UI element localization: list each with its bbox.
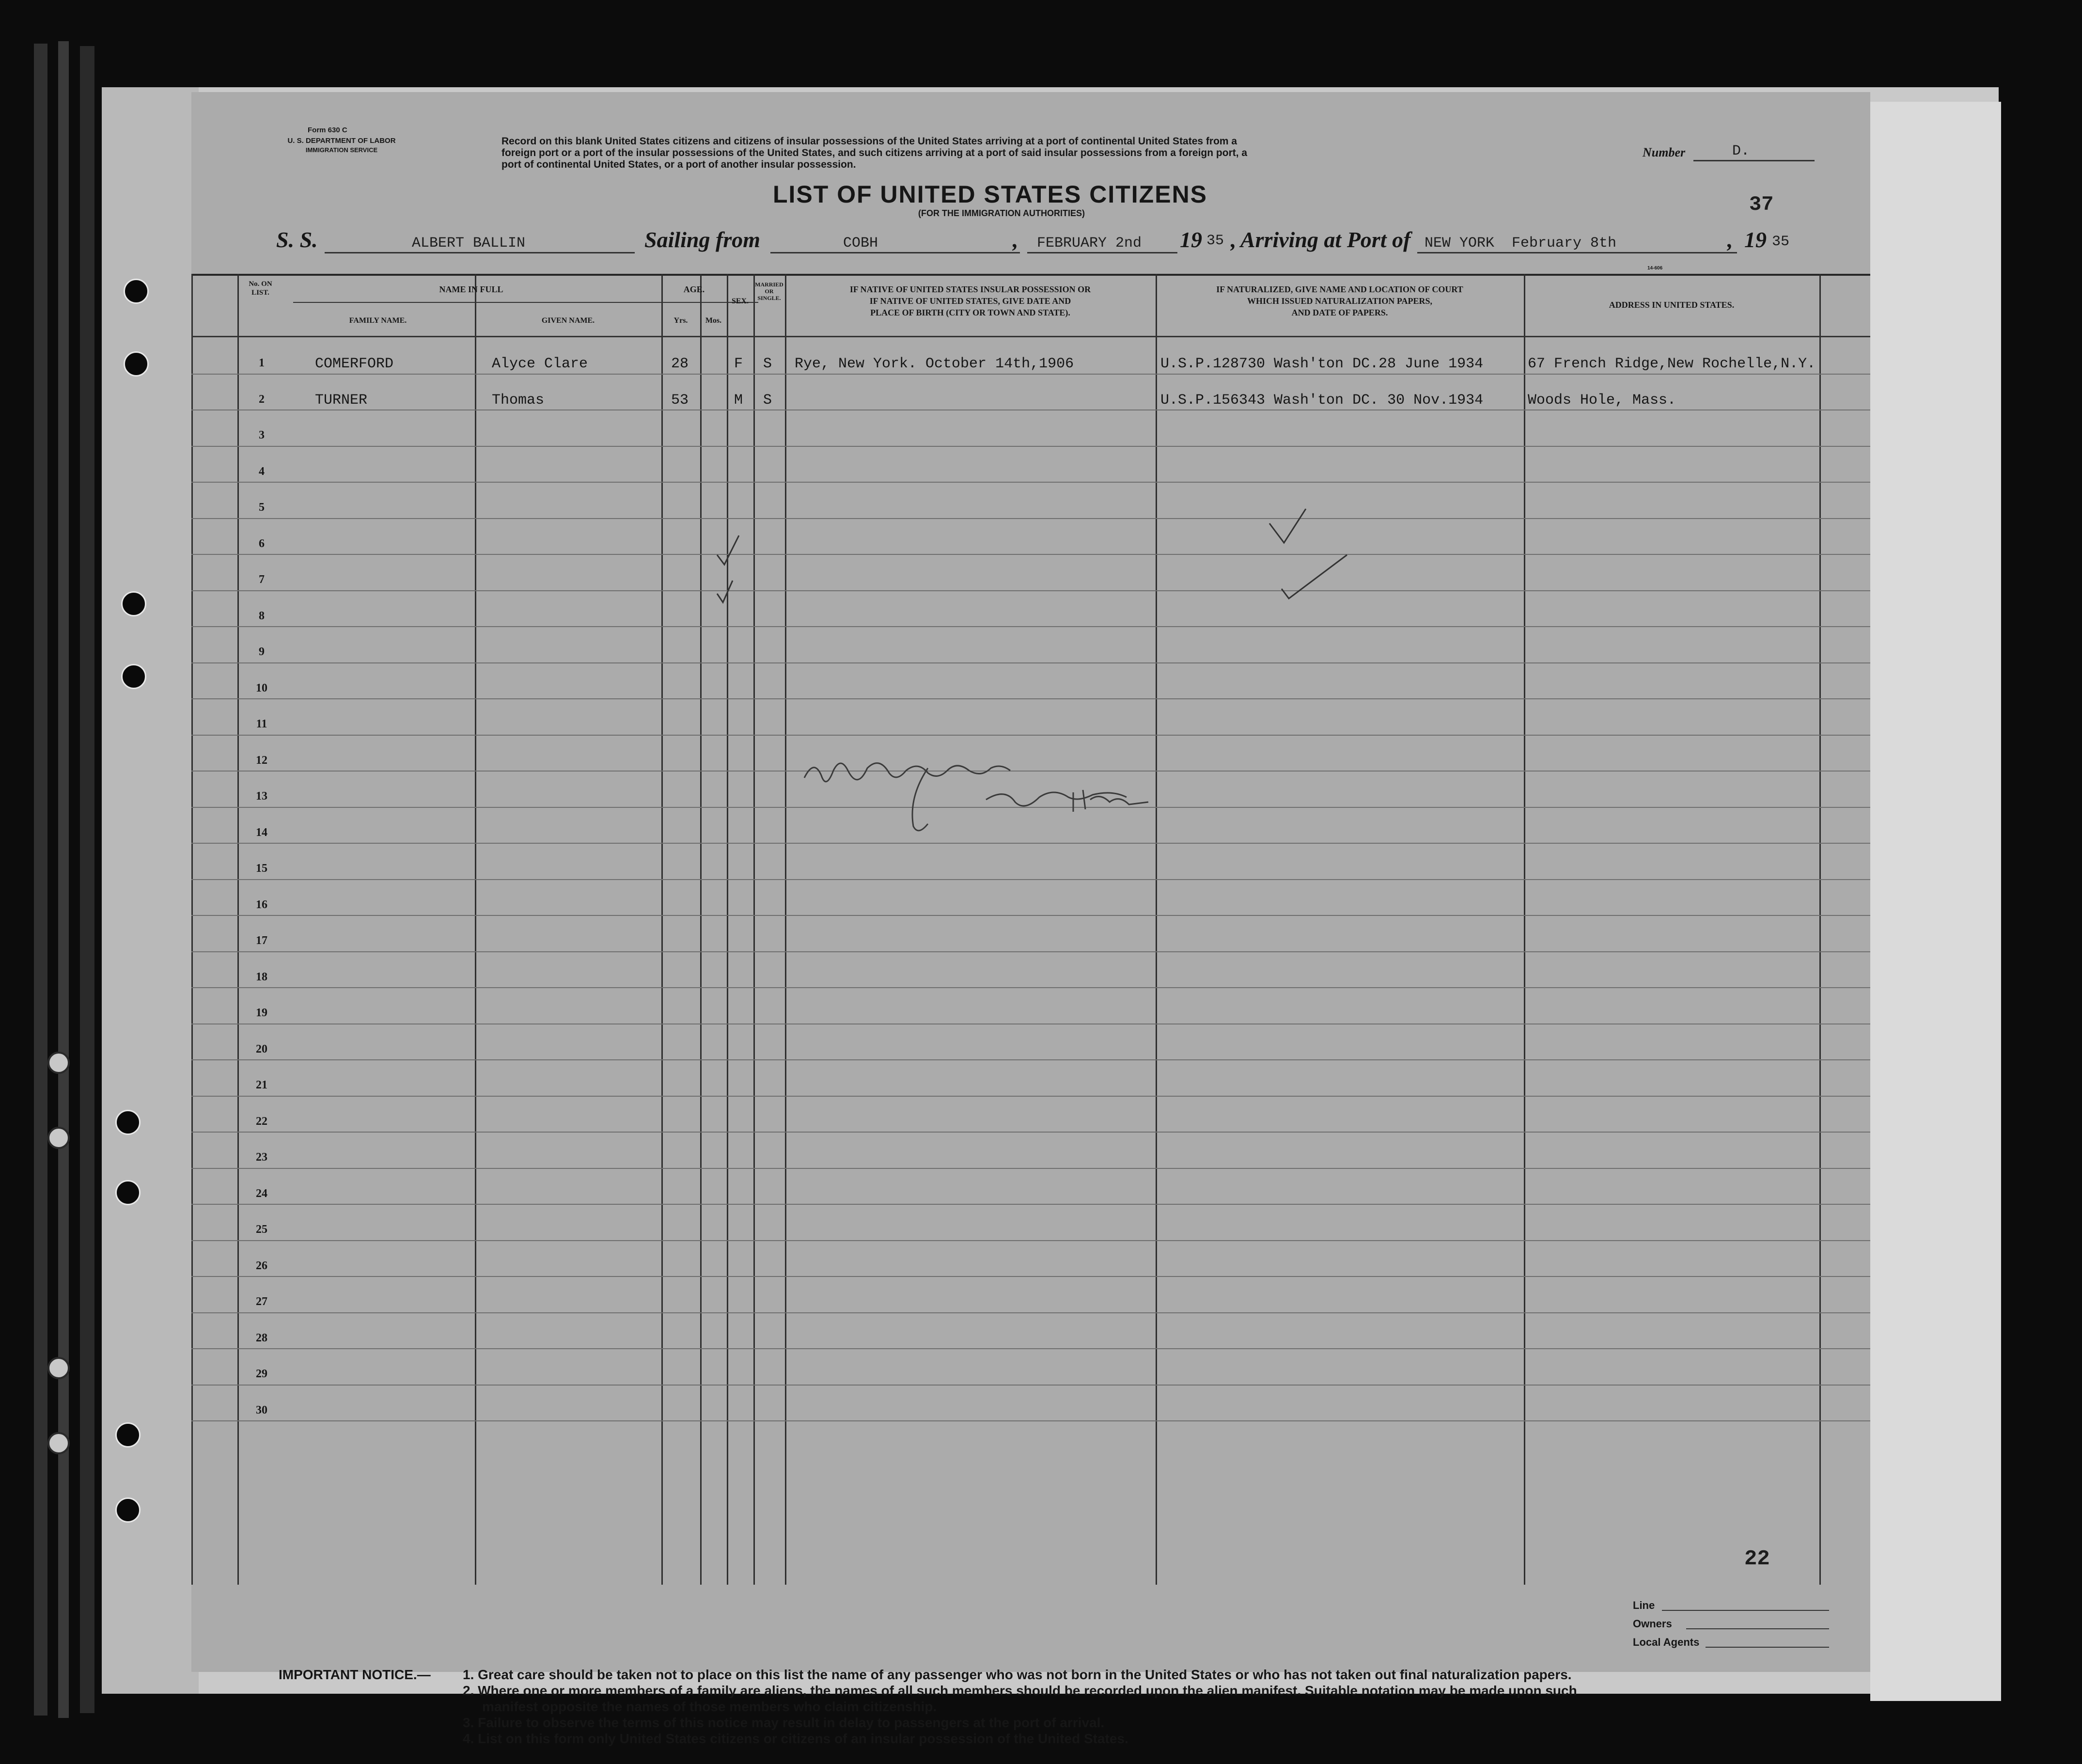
row-number: 30: [256, 1403, 267, 1417]
arrival-port-date: NEW YORK February 8th: [1425, 235, 1617, 252]
col-head-naturalized: AND DATE OF PAPERS.: [1291, 308, 1388, 317]
owners-underline: [1686, 1628, 1829, 1629]
manifest-header: [191, 92, 1870, 276]
manifest-sheet: [191, 92, 1870, 1746]
row-number: 9: [259, 646, 265, 658]
row-number: 16: [256, 898, 267, 911]
number-value: D.: [1732, 143, 1750, 159]
col-head-age: AGE.: [683, 284, 705, 294]
instruction-line: foreign port or a port of the insular possessions of the United States, and such citizens arriving at a port of said insular possessions from a foreign port, a: [501, 147, 1248, 158]
binder-ring: [47, 1052, 70, 1074]
row-number: 7: [259, 573, 265, 586]
arrival-year: 35: [1772, 234, 1790, 250]
row-number: 3: [259, 429, 265, 441]
port-underline: [770, 252, 1020, 253]
binder-hole: [124, 351, 149, 377]
line-label: Line: [1633, 1599, 1655, 1611]
backing-sheet: [1870, 102, 2001, 1701]
comma: ,: [1231, 227, 1237, 252]
passenger-naturalization: U.S.P.156343 Wash'ton DC. 30 Nov.1934: [1160, 392, 1484, 409]
col-head-native: IF NATIVE OF UNITED STATES, GIVE DATE AND: [869, 296, 1071, 306]
row-number: 12: [256, 754, 267, 767]
binder-hole: [115, 1110, 141, 1135]
agents-label: Local Agents: [1633, 1636, 1700, 1648]
sailing-label: Sailing from: [644, 227, 761, 252]
binder-edge: [34, 44, 47, 1716]
service: IMMIGRATION SERVICE: [305, 146, 378, 154]
row-number: 13: [256, 790, 267, 803]
binder-edge: [58, 41, 69, 1718]
sail-year-prefix: 19: [1180, 227, 1202, 252]
col-head-native: IF NATIVE OF UNITED STATES INSULAR POSSESSION OR: [849, 284, 1091, 294]
binder-hole: [124, 279, 149, 304]
row-number: 6: [259, 537, 265, 550]
binder-ring: [47, 1357, 70, 1379]
passenger-address: Woods Hole, Mass.: [1528, 392, 1676, 409]
passenger-age: 53: [671, 392, 689, 409]
comma: ,: [1727, 227, 1733, 252]
col-head-native: PLACE OF BIRTH (CITY OR TOWN AND STATE).: [870, 308, 1070, 317]
col-head-no: No. ON LIST.: [249, 280, 272, 297]
sailing-port: COBH: [843, 235, 878, 252]
row-number: 24: [256, 1187, 267, 1200]
passenger-sex: M: [734, 392, 743, 409]
instruction-line: Record on this blank United States citizens and citizens of insular possessions of the United States arriving at a port of continental United States from a: [501, 136, 1237, 147]
row-number: 15: [256, 862, 267, 875]
row-number: 22: [256, 1115, 267, 1128]
passenger-address: 67 French Ridge,New Rochelle,N.Y.: [1528, 356, 1816, 372]
col-head-family: FAMILY NAME.: [349, 316, 407, 325]
row-number: 26: [256, 1259, 267, 1272]
check-mark: [717, 536, 739, 565]
instruction-line: port of continental United States, or a port of another insular possession.: [501, 159, 856, 170]
check-mark: [1282, 555, 1347, 598]
notice-line: 1. Great care should be taken not to place on this list the name of any passenger who was not born in the United States or who has not taken out final naturalization papers.: [463, 1667, 1572, 1682]
row-number: 8: [259, 609, 265, 622]
col-head-given: GIVEN NAME.: [541, 316, 595, 325]
row-number: 21: [256, 1079, 267, 1091]
number-label: Number: [1643, 145, 1686, 159]
check-mark: [1269, 509, 1306, 543]
row-number: 27: [256, 1295, 267, 1308]
row-number: 2: [259, 393, 265, 406]
passenger-given: Alyce Clare: [492, 356, 588, 372]
notice-line: 4. List on this form only United States citizens or citizens of an insular possession of the United States.: [463, 1731, 1128, 1746]
arriving-label: Arriving at Port of: [1240, 227, 1411, 252]
col-head-sex: SEX.: [731, 297, 749, 305]
ss-label: S. S.: [276, 227, 318, 252]
row-number: 17: [256, 934, 267, 947]
agents-underline: [1706, 1647, 1829, 1648]
passenger-family: TURNER: [315, 392, 368, 409]
ship-name: ALBERT BALLIN: [412, 235, 526, 252]
row-number: 14: [256, 826, 267, 839]
notice-line: manifest opposite the names of those members who claim citizenship.: [482, 1699, 937, 1714]
col-head-married: MARRIED OR SINGLE.: [755, 281, 783, 301]
binder-hole: [115, 1497, 141, 1523]
page-subtitle: (FOR THE IMMIGRATION AUTHORITIES): [918, 208, 1085, 218]
arrival-underline: [1417, 252, 1737, 253]
sail-year: 35: [1206, 233, 1224, 249]
arrival-year-prefix: 19: [1744, 227, 1767, 252]
row-number: 23: [256, 1151, 267, 1164]
notice-title: IMPORTANT NOTICE.—: [279, 1667, 431, 1682]
passenger-sex: F: [734, 356, 743, 372]
number-underline: [1693, 160, 1815, 161]
passenger-given: Thomas: [492, 392, 545, 409]
owners-label: Owners: [1633, 1618, 1672, 1630]
manifest-footer: [191, 1585, 1870, 1672]
inspector-signature: [912, 768, 1148, 831]
handwriting: [191, 274, 1870, 1585]
binder-hole: [115, 1180, 141, 1205]
print-code: 14-606: [1647, 266, 1663, 271]
page-number: 37: [1749, 193, 1774, 216]
manifest-table: [191, 274, 1870, 1585]
row-number: 11: [256, 718, 267, 730]
inspector-signature: [804, 763, 1010, 782]
col-head-mos: Mos.: [705, 316, 722, 325]
row-number: 25: [256, 1223, 267, 1236]
binder-ring: [47, 1127, 70, 1149]
row-number: 5: [259, 501, 265, 514]
col-head-naturalized: IF NATURALIZED, GIVE NAME AND LOCATION OF COURT: [1216, 284, 1463, 294]
passenger-naturalization: U.S.P.128730 Wash'ton DC.28 June 1934: [1160, 356, 1484, 372]
notice-line: 3. Failure to observe the terms of this notice may result in delay to passengers at the port of arrival.: [463, 1715, 1105, 1730]
col-head-yrs: Yrs.: [673, 316, 688, 325]
sailing-date: FEBRUARY 2nd: [1037, 235, 1142, 252]
row-number: 19: [256, 1007, 267, 1019]
row-number: 29: [256, 1368, 267, 1380]
row-number: 18: [256, 970, 267, 983]
bottom-number: 22: [1744, 1547, 1770, 1571]
col-head-name: NAME IN FULL: [439, 284, 503, 294]
line-underline: [1662, 1610, 1829, 1611]
passenger-age: 28: [671, 356, 689, 372]
binder-hole: [121, 664, 146, 689]
form-number: Form 630 C: [308, 126, 347, 134]
row-number: 20: [256, 1042, 267, 1055]
page-margin: [102, 87, 199, 1694]
binder-hole: [121, 591, 146, 616]
col-head-address: ADDRESS IN UNITED STATES.: [1609, 300, 1735, 310]
binder-hole: [115, 1422, 141, 1448]
passenger-marital: S: [763, 392, 772, 409]
comma: ,: [1013, 227, 1018, 252]
passenger-marital: S: [763, 356, 772, 372]
page-title: LIST OF UNITED STATES CITIZENS: [773, 181, 1208, 208]
passenger-family: COMERFORD: [315, 356, 394, 372]
department: U. S. DEPARTMENT OF LABOR: [287, 137, 396, 145]
ship-underline: [325, 252, 635, 253]
passenger-birth: Rye, New York. October 14th,1906: [795, 356, 1074, 372]
binder-ring: [47, 1432, 70, 1454]
date-underline: [1027, 252, 1177, 253]
row-number: 28: [256, 1331, 267, 1344]
col-head-naturalized: WHICH ISSUED NATURALIZATION PAPERS,: [1247, 296, 1433, 306]
row-number: 1: [259, 357, 265, 369]
check-mark: [717, 581, 733, 602]
row-number: 4: [259, 465, 265, 478]
row-number: 10: [256, 681, 267, 694]
binder-edge: [80, 46, 94, 1713]
notice-line: 2. Where one or more members of a family are aliens, the names of all such members should be recorded upon the alien manifest. Suitable notation may be made upon such: [463, 1683, 1577, 1698]
